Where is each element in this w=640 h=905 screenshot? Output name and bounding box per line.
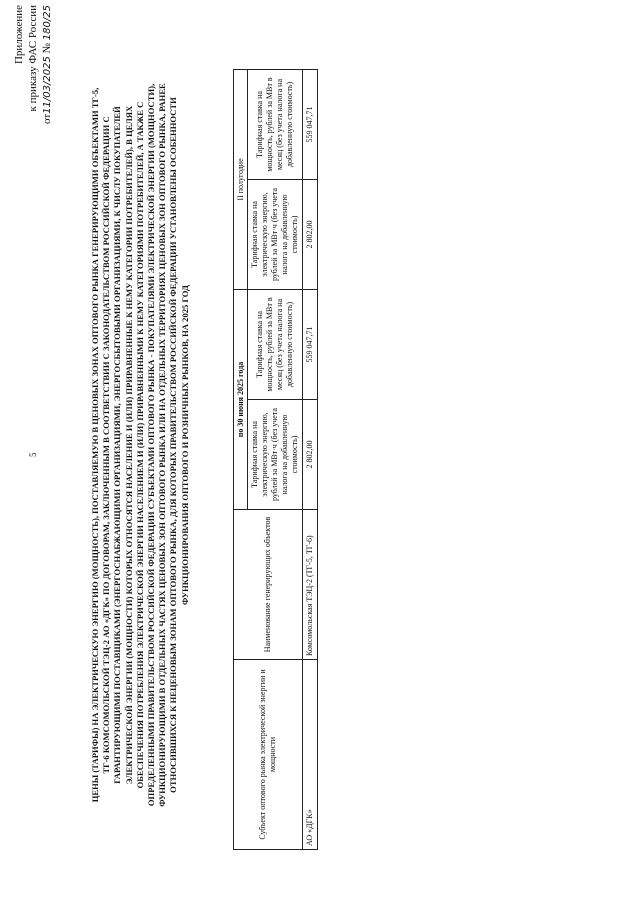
header-period-2: II полугодие <box>234 70 248 290</box>
header-objects: Наименование генерирующих объектов <box>234 510 303 660</box>
cell-subject: АО «ДГК» <box>303 660 318 850</box>
cell-p1-capacity: 559 047,71 <box>303 290 318 400</box>
cell-p1-energy: 2 802,00 <box>303 400 318 510</box>
header-p1-energy-rate: Тарифная ставка на электрическую энергию, рублей за МВт·ч (без учета налога на добавленную стоимость) <box>248 400 303 510</box>
annex-order-line: к приказу ФАС России <box>27 5 39 112</box>
page-number: 5 <box>28 452 38 457</box>
cell-p2-energy: 2 802,00 <box>303 180 318 290</box>
table-row <box>303 70 318 850</box>
table-header-row-periods <box>234 70 248 850</box>
annex-title: Приложение <box>13 5 25 65</box>
header-period-1: по 30 июня 2025 года <box>234 290 248 510</box>
header-p1-capacity-rate: Тарифная ставка на мощность, рублей за МВт в месяц (без учета налога на добавленную стоимость) <box>248 290 303 400</box>
annex-from-prefix: от <box>41 113 53 124</box>
annex-date-handwritten: 11/03/2025 <box>42 56 53 114</box>
annex-number-handwritten: 180/25 <box>42 5 53 41</box>
annex-block <box>12 5 55 155</box>
header-p2-energy-rate: Тарифная ставка на электрическую энергию, рублей за МВт·ч (без учета налога на добавленную стоимость) <box>248 180 303 290</box>
document-title: ЦЕНЫ (ТАРИФЫ) НА ЭЛЕКТРИЧЕСКУЮ ЭНЕРГИЮ (МОЩНОСТЬ), ПОСТАВЛЯЕМУЮ В ЦЕНОВЫХ ЗОНАХ ОПТОВОГО РЫНКА ГЕНЕРИРУЮЩИМИ ОБЪЕКТАМИ ТГ-5, ТГ-6 КОМСОМОЛЬСКОЙ ТЭЦ-2 АО «ДГК» ПО ДОГОВОРАМ, ЗАКЛЮЧЕННЫМ В СООТВЕТСТВИИ С ЗАКОНОДАТЕЛЬСТВОМ РОССИЙСКОЙ ФЕДЕРАЦИИ С ГАРАНТИРУЮЩИМИ ПОСТАВЩИКАМИ (ЭНЕРГОСНАБЖАЮЩИМИ ОРГАНИЗАЦИЯМИ, ЭНЕРГОСБЫТОВЫМИ ОРГАНИЗАЦИЯМИ, К ЧИСЛУ ПОКУПАТЕЛЕЙ ЭЛЕКТРИЧЕСКОЙ ЭНЕРГИИ (МОЩНОСТИ) КОТОРЫХ ОТНОСЯТСЯ НАСЕЛЕНИЕ И (ИЛИ) ПРИРАВНЕННЫЕ К НЕМУ КАТЕГОРИИ ПОТРЕБИТЕЛЕЙ), В ЦЕЛЯХ ОБЕСПЕЧЕНИЯ ПОТРЕБЛЕНИЯ ЭЛЕКТРИЧЕСКОЙ ЭНЕРГИИ НАСЕЛЕНИЕМ И (ИЛИ) ПРИРАВНЕННЫМИ К НЕМУ КАТЕГОРИЯМИ ПОТРЕБИТЕЛЕЙ, А ТАКЖЕ С ОПРЕДЕЛЕННЫМИ ПРАВИТЕЛЬСТВОМ РОССИЙСКОЙ ФЕДЕРАЦИИ СУБЪЕКТАМИ ОПТОВОГО РЫНКА - ПОКУПАТЕЛЯМИ ЭЛЕКТРИЧЕСКОЙ ЭНЕРГИИ (МОЩНОСТИ), ФУНКЦИОНИРУЮЩИМИ В ОТДЕЛЬНЫХ ЧАСТЯХ ЦЕНОВЫХ ЗОН ОПТОВОГО РЫНКА ИЛИ НА ОТДЕЛЬНЫХ ТЕРРИТОРИЯХ ЦЕНОВЫХ ЗОН ОПТОВОГО РЫНКА, РАНЕЕ ОТНОСИВШИХСЯ К НЕЦЕНОВЫМ ЗОНАМ ОПТОВОГО РЫНКА, ДЛЯ КОТОРЫХ ПРАВИТЕЛЬСТВОМ РОССИЙСКОЙ ФЕДЕРАЦИИ УСТАНОВЛЕНЫ ОСОБЕННОСТИ ФУНКЦИОНИРОВАНИЯ ОПТОВОГО И РОЗНИЧНЫХ РЫНКОВ, НА 2025 ГОД <box>90 83 190 807</box>
tariff-table <box>233 69 318 850</box>
cell-objects: Комсомольская ТЭЦ-2 (ТГ-5, ТГ-6) <box>303 510 318 660</box>
annex-date-line <box>40 5 55 155</box>
header-subject: Субъект оптового рынка электрической энергии и мощности <box>234 660 303 850</box>
header-p2-capacity-rate: Тарифная ставка на мощность, рублей за МВт в месяц (без учета налога на добавленную стоимость) <box>248 70 303 180</box>
annex-number-prefix: № <box>41 42 53 54</box>
cell-p2-capacity: 559 047,71 <box>303 70 318 180</box>
